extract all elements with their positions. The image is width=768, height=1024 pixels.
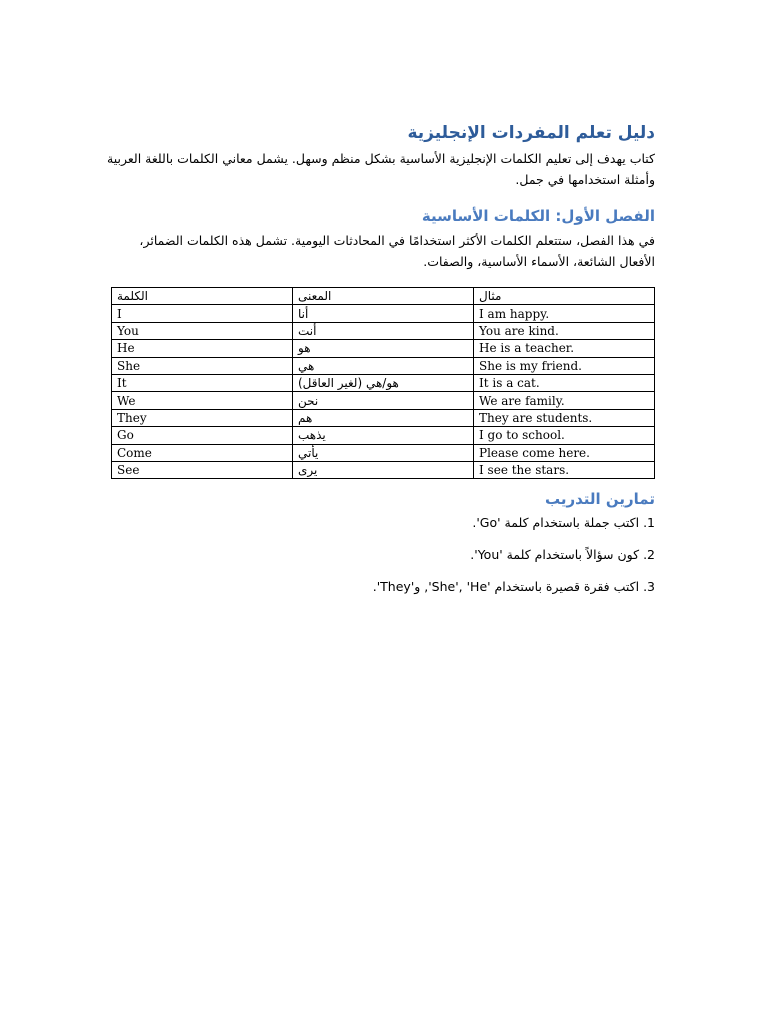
document-title: دليل تعلم المفردات الإنجليزية	[407, 123, 655, 143]
header-example: مثال	[474, 288, 655, 305]
meaning-cell: هم	[293, 409, 474, 426]
meaning-cell: هو/هي (لغير العاقل)	[293, 374, 474, 391]
meaning-cell: يذهب	[293, 427, 474, 444]
example-cell: We are family.	[474, 392, 655, 409]
word-cell: Come	[112, 444, 293, 461]
example-cell: I see the stars.	[474, 461, 655, 478]
document-page	[105, 118, 655, 609]
example-cell: I am happy.	[474, 305, 655, 322]
table-header-row	[112, 288, 655, 305]
meaning-cell: هي	[293, 357, 474, 374]
word-cell: We	[112, 392, 293, 409]
example-cell: Please come here.	[474, 444, 655, 461]
intro-paragraph: كتاب يهدف إلى تعليم الكلمات الإنجليزية الأساسية بشكل منظم وسهل. يشمل معاني الكلمات باللغة العربية وأمثلة استخدامها في جمل.	[107, 151, 655, 187]
word-cell: It	[112, 374, 293, 391]
table-row	[112, 409, 655, 426]
example-cell: He is a teacher.	[474, 340, 655, 357]
table-row	[112, 322, 655, 339]
exercises-heading: تمارين التدريب	[544, 490, 655, 509]
word-cell: She	[112, 357, 293, 374]
exercises-list	[105, 513, 655, 597]
word-cell: He	[112, 340, 293, 357]
meaning-cell: يرى	[293, 461, 474, 478]
meaning-cell: هو	[293, 340, 474, 357]
exercise-item: 2. كون سؤالاً باستخدام كلمة 'You'.	[470, 547, 655, 563]
table-row	[112, 427, 655, 444]
table-row	[112, 392, 655, 409]
meaning-cell: يأتي	[293, 444, 474, 461]
exercise-item: 1. اكتب جملة باستخدام كلمة 'Go'.	[472, 515, 655, 531]
word-cell: See	[112, 461, 293, 478]
example-cell: You are kind.	[474, 322, 655, 339]
table-row	[112, 461, 655, 478]
example-cell: It is a cat.	[474, 374, 655, 391]
table-row	[112, 374, 655, 391]
vocabulary-table	[111, 287, 655, 479]
word-cell: You	[112, 322, 293, 339]
word-cell: They	[112, 409, 293, 426]
chapter1-heading: الفصل الأول: الكلمات الأساسية	[421, 207, 655, 225]
meaning-cell: نحن	[293, 392, 474, 409]
exercise-item: 3. اكتب فقرة قصيرة باستخدام 'She', 'He', و'They'.	[372, 579, 655, 595]
example-cell: She is my friend.	[474, 357, 655, 374]
header-word: الكلمة	[112, 288, 293, 305]
table-row	[112, 340, 655, 357]
table-row	[112, 305, 655, 322]
example-cell: They are students.	[474, 409, 655, 426]
table-row	[112, 444, 655, 461]
table-row	[112, 357, 655, 374]
word-cell: I	[112, 305, 293, 322]
chapter1-paragraph: في هذا الفصل، ستتعلم الكلمات الأكثر استخدامًا في المحادثات اليومية. تشمل هذه الكلمات الضمائر، الأفعال الشائعة، الأسماء الأساسية، والصفات.	[139, 233, 655, 269]
meaning-cell: أنت	[293, 322, 474, 339]
word-cell: Go	[112, 427, 293, 444]
meaning-cell: أنا	[293, 305, 474, 322]
example-cell: I go to school.	[474, 427, 655, 444]
header-meaning: المعنى	[293, 288, 474, 305]
